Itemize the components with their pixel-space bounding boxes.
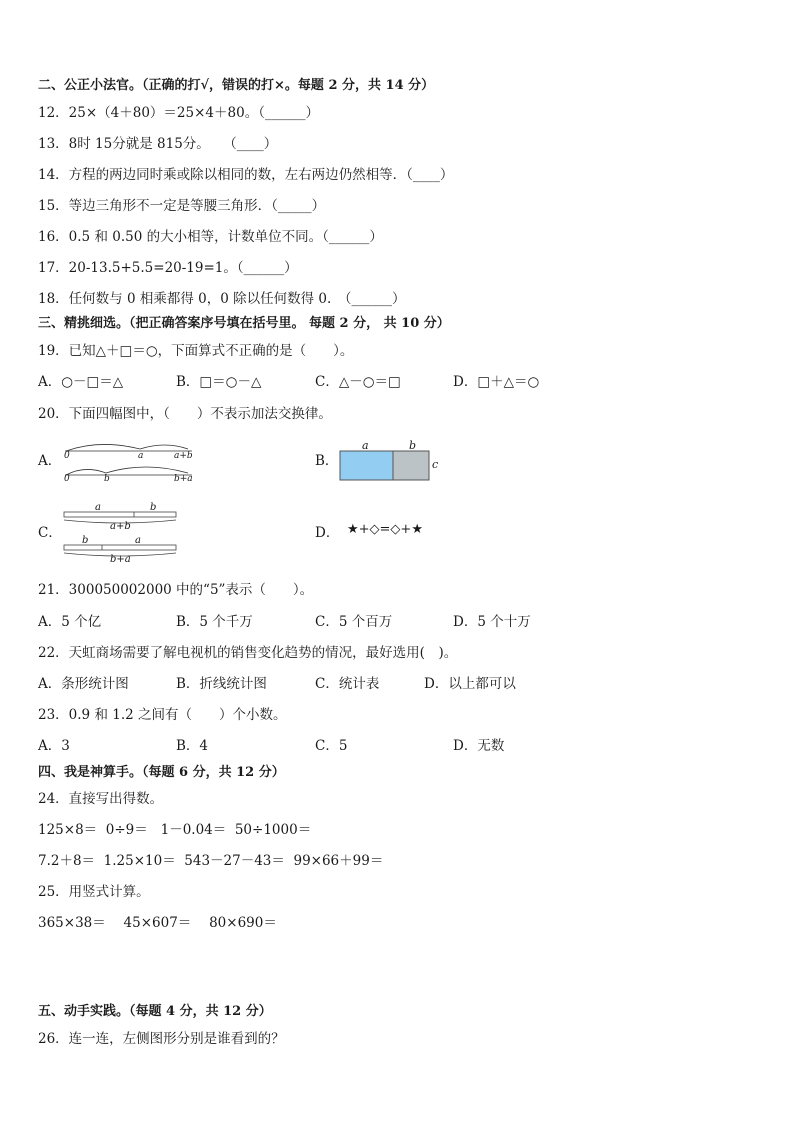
figure-c-r2-sum: b+a xyxy=(110,554,131,565)
question-26: 26．连一连，左侧图形分别是谁看到的？ xyxy=(38,1031,285,1047)
question-21: 21．300050002000 中的“5”表示（ ）。 xyxy=(38,582,314,598)
question-19: 19．已知△＋□＝○，下面算式不正确的是（ ）。 xyxy=(38,343,354,359)
q23-option-d: D．无数 xyxy=(453,738,505,754)
question-17: 17．20-13.5+5.5=20-19=1。（______） xyxy=(38,260,298,276)
question-23: 23．0.9 和 1.2 之间有（ ）个小数。 xyxy=(38,707,287,723)
figure-b-label: B． xyxy=(315,453,339,469)
q19-option-b: B．□＝○－△ xyxy=(176,374,262,390)
q24-row-1: 125×8＝ 0÷9＝ 1－0.04＝ 50÷1000＝ xyxy=(38,822,312,838)
q23-option-a: A．3 xyxy=(38,738,70,754)
figure-c-r2-a: a xyxy=(135,535,141,546)
question-24: 24．直接写出得数。 xyxy=(38,791,164,807)
question-20: 20．下面四幅图中，（ ）不表示加法交换律。 xyxy=(38,406,332,422)
figure-b-c: c xyxy=(432,458,439,471)
figure-a-r2-sum: b+a xyxy=(174,474,193,484)
figure-a-r1-a: a xyxy=(138,451,144,461)
q22-option-a: A．条形统计图 xyxy=(38,676,129,692)
q19-option-c: C．△－○＝□ xyxy=(315,374,401,390)
figure-a-r2-zero: 0 xyxy=(64,474,70,484)
section-3-title: 三、精挑细选。（把正确答案序号填在括号里。 每题 2 分， 共 10 分） xyxy=(38,316,450,331)
q21-option-a: A．5 个亿 xyxy=(38,614,102,630)
section-2-title: 二、公正小法官。（正确的打√，错误的打×。每题 2 分，共 14 分） xyxy=(38,78,435,93)
figure-b-b: b xyxy=(409,439,417,452)
q22-option-d: D．以上都可以 xyxy=(424,676,516,692)
figure-d-equation: ★+◇=◇+★ xyxy=(347,522,423,537)
figure-c-r2-b: b xyxy=(82,535,89,546)
figure-c-label: C． xyxy=(38,525,62,541)
q23-option-c: C．5 xyxy=(315,738,348,754)
q25-row: 365×38＝ 45×607＝ 80×690＝ xyxy=(38,915,277,931)
question-22: 22．天虹商场需要了解电视机的销售变化趋势的情况，最好选用( )。 xyxy=(38,645,458,661)
figure-c-r1-a: a xyxy=(95,502,101,513)
question-13: 13．8时 15分就是 815分。 （____） xyxy=(38,136,278,152)
figure-b-rectangle xyxy=(339,450,431,482)
figure-d-label: D． xyxy=(315,525,340,541)
question-14: 14．方程的两边同时乘或除以相同的数，左右两边仍然相等．（____） xyxy=(38,167,454,183)
figure-a-r2-b: b xyxy=(104,474,110,484)
section-4-title: 四、我是神算手。（每题 6 分，共 12 分） xyxy=(38,765,285,780)
figure-c-r1-sum: a+b xyxy=(110,521,131,532)
question-25: 25．用竖式计算。 xyxy=(38,884,150,900)
section-5-title: 五、动手实践。（每题 4 分，共 12 分） xyxy=(38,1004,272,1019)
q22-option-b: B．折线统计图 xyxy=(176,676,267,692)
figure-a-r1-sum: a+b xyxy=(174,451,193,461)
q19-option-d: D．□＋△＝○ xyxy=(453,374,540,390)
q23-option-b: B．4 xyxy=(176,738,209,754)
q24-row-2: 7.2＋8＝ 1.25×10＝ 543－27－43＝ 99×66＋99＝ xyxy=(38,853,384,869)
question-18: 18．任何数与 0 相乘都得 0，0 除以任何数得 0. （______） xyxy=(38,291,406,307)
question-12: 12．25×（4＋80）＝25×4＋80。（______） xyxy=(38,105,319,121)
q21-option-b: B．5 个千万 xyxy=(176,614,253,630)
figure-a-r1-zero: 0 xyxy=(64,451,70,461)
q21-option-c: C．5 个百万 xyxy=(315,614,393,630)
q22-option-c: C．统计表 xyxy=(315,676,380,692)
question-15: 15．等边三角形不一定是等腰三角形．（_____） xyxy=(38,198,326,214)
figure-c-r1-b: b xyxy=(150,502,157,513)
figure-a-label: A． xyxy=(38,453,62,469)
figure-b-a: a xyxy=(362,439,369,452)
q21-option-d: D．5 个十万 xyxy=(453,614,531,630)
q19-option-a: A．○－□＝△ xyxy=(38,374,124,390)
question-16: 16．0.5 和 0.50 的大小相等，计数单位不同。（______） xyxy=(38,229,383,245)
